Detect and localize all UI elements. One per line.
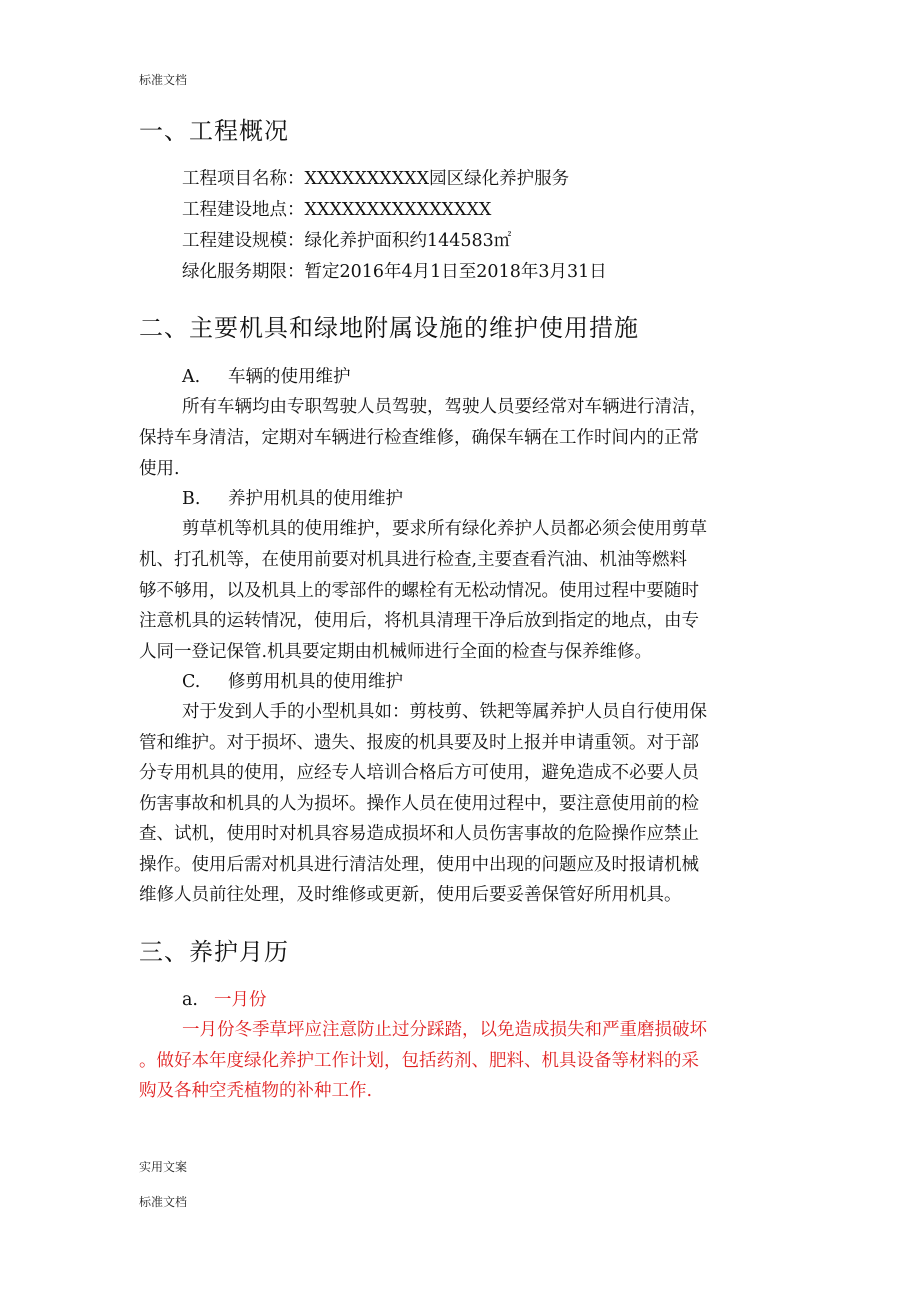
subsection-b-heading — [182, 485, 403, 510]
paragraph-b-line: 注意机具的运转情况，使用后，将机具清理干净后放到指定的地点，由专 — [139, 611, 699, 631]
section-1-heading: 一、工程概况 — [139, 117, 289, 145]
subsection-b-marker: B. — [182, 489, 201, 509]
subsection-c-heading — [182, 668, 403, 693]
paragraph-c-line: 查、试机，使用时对机具容易造成损坏和人员伤害事故的危险操作应禁止 — [139, 824, 699, 844]
service-period-line: 绿化服务期限：暂定2016年4月1日至2018年3月31日 — [182, 262, 607, 282]
january-paragraph-line: 一月份冬季草坪应注意防止过分踩踏，以免造成损失和严重磨损破坏 — [182, 1020, 707, 1040]
subsection-a-marker: A. — [182, 367, 201, 387]
paragraph-b-line: 够不够用，以及机具上的零部件的螺栓有无松动情况。使用过程中要随时 — [139, 581, 699, 601]
subsection-a-heading — [182, 363, 351, 388]
subsection-c-marker: C. — [182, 672, 201, 692]
paragraph-b-line: 人同一登记保管.机具要定期由机械师进行全面的检查与保养维修。 — [139, 642, 653, 662]
paragraph-c-line: 对于发到人手的小型机具如：剪枝剪、铁耙等属养护人员自行使用保 — [182, 702, 707, 722]
section-2-heading: 二、主要机具和绿地附属设施的维护使用措施 — [139, 314, 639, 342]
paragraph-c-line: 管和维护。对于损坏、遗失、报废的机具要及时上报并申请重领。对于部 — [139, 733, 699, 753]
subsection-a-title: 车辆的使用维护 — [228, 367, 351, 387]
page-footer-label: 实用文案 — [139, 1160, 188, 1174]
paragraph-a-line: 保持车身清洁，定期对车辆进行检查维修，确保车辆在工作时间内的正常 — [139, 428, 699, 448]
project-name-line: 工程项目名称：XXXXXXXXXX园区绿化养护服务 — [182, 169, 570, 189]
january-title: 一月份 — [214, 990, 267, 1010]
paragraph-b-line: 剪草机等机具的使用维护，要求所有绿化养护人员都必须会使用剪草 — [182, 519, 707, 539]
january-marker: a. — [182, 990, 198, 1010]
paragraph-c-line: 维修人员前往处理，及时维修或更新，使用后要妥善保管好所用机具。 — [139, 885, 682, 905]
next-page-header-label: 标准文档 — [139, 1195, 188, 1209]
paragraph-a-line: 所有车辆均由专职驾驶人员驾驶，驾驶人员要经常对车辆进行清洁， — [182, 397, 707, 417]
subsection-b-title: 养护用机具的使用维护 — [228, 489, 403, 509]
paragraph-b-line: 机、打孔机等，在使用前要对机具进行检查,主要查看汽油、机油等燃料 — [139, 550, 688, 570]
subsection-c-title: 修剪用机具的使用维护 — [228, 672, 403, 692]
section-3-heading: 三、养护月历 — [139, 938, 289, 966]
paragraph-c-line: 操作。使用后需对机具进行清洁处理，使用中出现的问题应及时报请机械 — [139, 855, 699, 875]
paragraph-a-line: 使用. — [139, 459, 180, 479]
paragraph-c-line: 分专用机具的使用，应经专人培训合格后方可使用，避免造成不必要人员 — [139, 763, 699, 783]
january-paragraph-line: 购及各种空秃植物的补种工作. — [139, 1081, 373, 1101]
january-paragraph-line: 。做好本年度绿化养护工作计划，包括药剂、肥料、机具设备等材料的采 — [139, 1051, 699, 1071]
project-scale-line: 工程建设规模：绿化养护面积约144583㎡ — [182, 231, 512, 251]
project-location-line: 工程建设地点：XXXXXXXXXXXXXXX — [182, 200, 492, 220]
page-header-label: 标准文档 — [139, 73, 188, 87]
january-heading — [182, 986, 267, 1011]
paragraph-c-line: 伤害事故和机具的人为损坏。操作人员在使用过程中，要注意使用前的检 — [139, 794, 699, 814]
